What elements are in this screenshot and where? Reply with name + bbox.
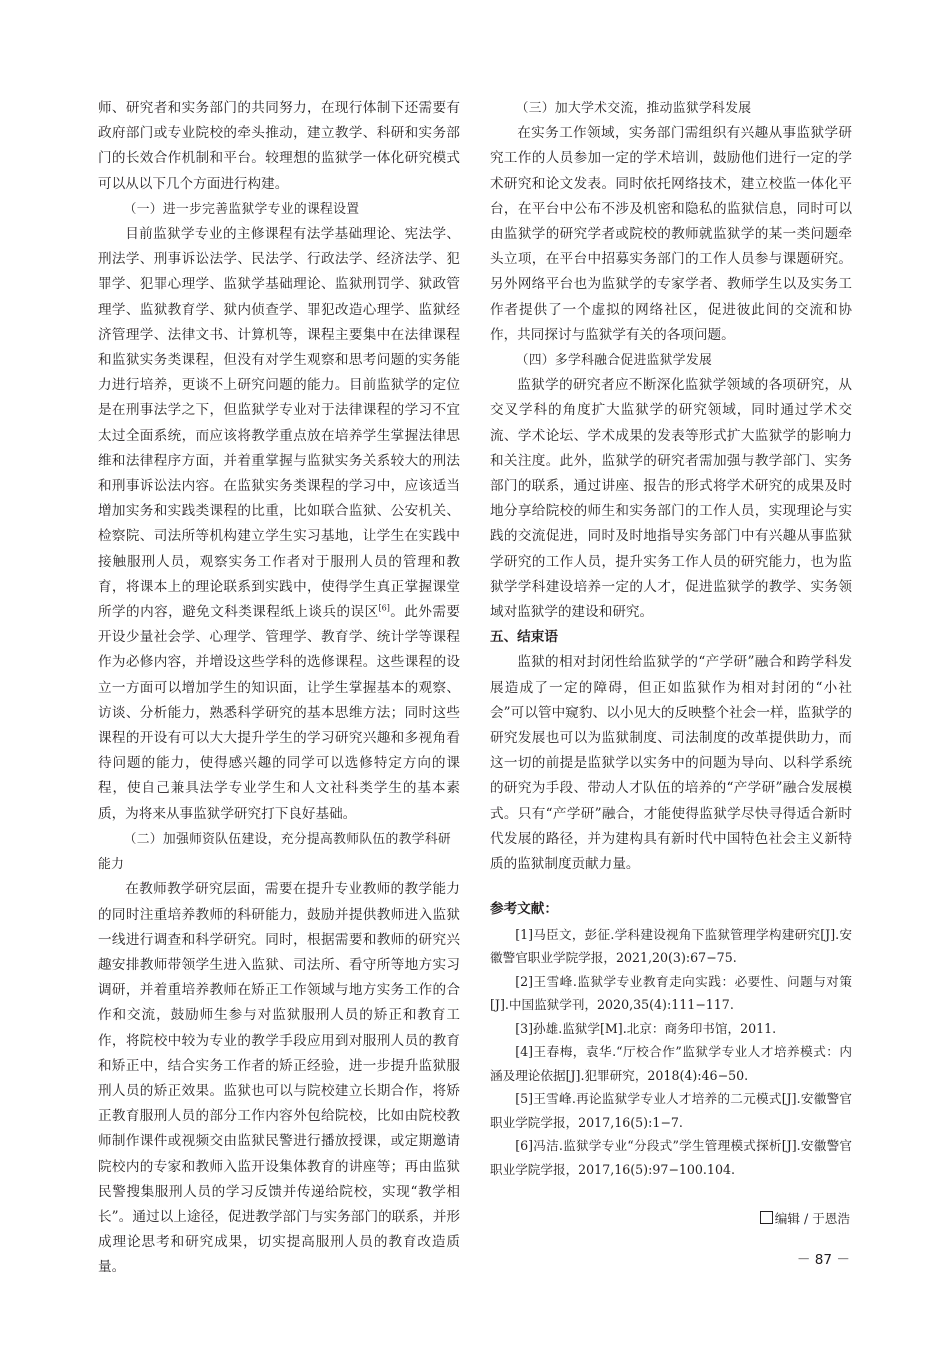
square-box-icon [760, 1211, 773, 1224]
editor-credit [700, 1209, 850, 1229]
reference-item: [4]王春梅，袁华.“厅校合作”监狱学专业人才培养模式：内涵及理论依据[J].犯罪研究，2018(4):46−50. [490, 1044, 852, 1083]
right-column [490, 96, 852, 1181]
paragraph-text: 目前监狱学专业的主修课程有法学基础理论、宪法学、刑法学、刑事诉讼法学、民法学、行政法学、经济法学、犯罪学、犯罪心理学、监狱学基础理论、监狱刑罚学、狱政管理学、监狱教育学、狱内侦查学、罪犯改造心理学、监狱经济管理学、法律文书、计算机等，课程主要集中在法律课程和监狱实务类课程，但没有对学生观察和思考问题的实务能力进行培养，更谈不上研究问题的能力。目前监狱学的定位是在刑事法学之下，但监狱学专业对于法律课程的学习不宜太过全面系统，而应该将教学重点放在培养学生掌握法律思维和法律程序方面，并着重掌握与监狱实务关系较大的刑法和刑事诉讼法内容。在监狱实务类课程的学习中，应该适当增加实务和实践类课程的比重，比如联合监狱、公安机关、检察院、司法所等机构建立学生实习基地，让学生在实践中接触服刑人员，观察实务工作者对于服刑人员的管理和教育，将课本上的理论联系到实践中，使得学生真正掌握课堂所学的内容，避免文科类课程纸上谈兵的误区 [98, 226, 460, 621]
subsection-heading: （一）进一步完善监狱学专业的课程设置 [123, 201, 360, 217]
body-paragraph: 师、研究者和实务部门的共同努力，在现行体制下还需要有政府部门或专业院校的牵头推动，建立教学、科研和实务部门的长效合作机制和平台。较理想的监狱学一体化研究模式可以从以下几个方面进行构建。 [98, 100, 460, 192]
reference-list [490, 923, 852, 1182]
body-paragraph [98, 222, 460, 827]
body-paragraph: 监狱学的研究者应不断深化监狱学领域的各项研究，从交叉学科的角度扩大监狱学的研究领域，同时通过学术交流、学术论坛、学术成果的发表等形式扩大监狱学的影响力和关注度。此外，监狱学的研究者需加强与教学部门、实务部门的联系，通过讲座、报告的形式将学术研究的成果及时地分享给院校的师生和实务部门的工作人员，实现理论与实践的交流促进，同时及时地指导实务部门中有兴趣从事监狱学研究的工作人员，提升实务工作人员的研究能力，也为监狱学学科建设培养一定的人才，促进监狱学的教学、实务领域对监狱学的建设和研究。 [490, 377, 852, 621]
reference-item: [5]王雪峰.再论监狱学专业人才培养的二元模式[J].安徽警官职业学院学报，2017,16(5):1−7. [490, 1091, 852, 1130]
reference-item: [6]冯洁.监狱学专业“分段式”学生管理模式探析[J].安徽警官职业学院学报，2017,16(5):97−100.104. [490, 1138, 852, 1177]
body-paragraph: 监狱的相对封闭性给监狱学的“产学研”融合和跨学科发展造成了一定的障碍，但正如监狱作为相对封闭的“小社会”可以管中窥豹、以小见大的反映整个社会一样，监狱学的研究发展也可以为监狱制度、司法制度的改革提供助力，而这一切的前提是监狱学以实务中的问题为导向、以科学系统的研究为手段、带动人才队伍的培养的“产学研”融合发展模式。只有“产学研”融合，才能使得监狱学尽快寻得适合新时代发展的路径，并为建构具有新时代中国特色社会主义新特质的监狱制度贡献力量。 [490, 654, 852, 873]
left-column [98, 96, 460, 1281]
section-heading: 五、结束语 [490, 629, 558, 646]
references-heading: 参考文献： [490, 901, 558, 918]
page-number: － 87 － [796, 1252, 850, 1268]
paragraph-text: 。此外需要开设少量社会学、心理学、管理学、教育学、统计学等课程作为必修内容，并增设这些学科的选修课程。这些课程的设立一方面可以增加学生的知识面，让学生掌握基本的观察、访谈、分析能力，熟悉科学研究的基本思维方法；同时这些课程的开设有可以大大提升学生的学习研究兴趣和多视角看待问题的能力，使得感兴趣的同学可以选修特定方向的课程，使自己兼具法学专业学生和人文社科类学生的基本素质，为将来从事监狱学研究打下良好基础。 [98, 604, 461, 822]
citation-marker: [6] [378, 603, 390, 613]
editor-text: 编辑 / 于恩浩 [774, 1211, 850, 1226]
subsection-heading: （三）加大学术交流，推动监狱学科发展 [515, 101, 752, 116]
subsection-heading: （二）加强师资队伍建设，充分提高教师队伍的教学科研能力 [98, 831, 452, 873]
reference-item: [1]马臣文，彭征.学科建设视角下监狱管理学构建研究[J].安徽警官职业学院学报，2021,20(3):67−75. [490, 926, 852, 965]
body-paragraph: 在教师教学研究层面，需要在提升专业教师的教学能力的同时注重培养教师的科研能力，鼓励并提供教师进入监狱一线进行调查和科学研究。同时，根据需要和教师的研究兴趣安排教师带领学生进入监狱、司法所、看守所等地方实习调研，并着重培养教师在矫正工作领域与地方实务工作的合作和交流，鼓励师生参与对监狱服刑人员的矫正和教育工作，将院校中较为专业的教学手段应用到对服刑人员的教育和矫正中，结合实务工作者的矫正经验，进一步提升监狱服刑人员的矫正效果。监狱也可以与院校建立长期合作，将矫正教育服刑人员的部分工作内容外包给院校，比如由院校教师制作课件或视频交由监狱民警进行播放授课，或定期邀请院校内的专家和教师入监开设集体教育的讲座等；再由监狱民警搜集服刑人员的学习反馈并传递给院校，实现“教学相长”。通过以上途径，促进教学部门与实务部门的联系，并形成理论思考和研究成果，切实提高服刑人员的教育改造质量。 [98, 881, 460, 1276]
body-paragraph: 在实务工作领域，实务部门需组织有兴趣从事监狱学研究工作的人员参加一定的学术培训，鼓励他们进行一定的学术研究和论文发表。同时依托网络技术，建立校监一体化平台，在平台中公布不涉及机密和隐私的监狱信息，同时可以由监狱学的研究学者或院校的教师就监狱学的某一类问题牵头立项，在平台中招募实务部门的工作人员参与课题研究。另外网络平台也为监狱学的专家学者、教师学生以及实务工作者提供了一个虚拟的网络社区，促进彼此间的交流和协作，共同探讨与监狱学有关的各项问题。 [490, 125, 852, 343]
subsection-heading: （四）多学科融合促进监狱学发展 [515, 353, 713, 369]
reference-item: [3]孙雄.监狱学[M].北京：商务印书馆，2011. [515, 1020, 777, 1036]
reference-item: [2]王雪峰.监狱学专业教育走向实践：必要性、问题与对策[J].中国监狱学刊，2020,35(4):111−117. [490, 973, 852, 1012]
